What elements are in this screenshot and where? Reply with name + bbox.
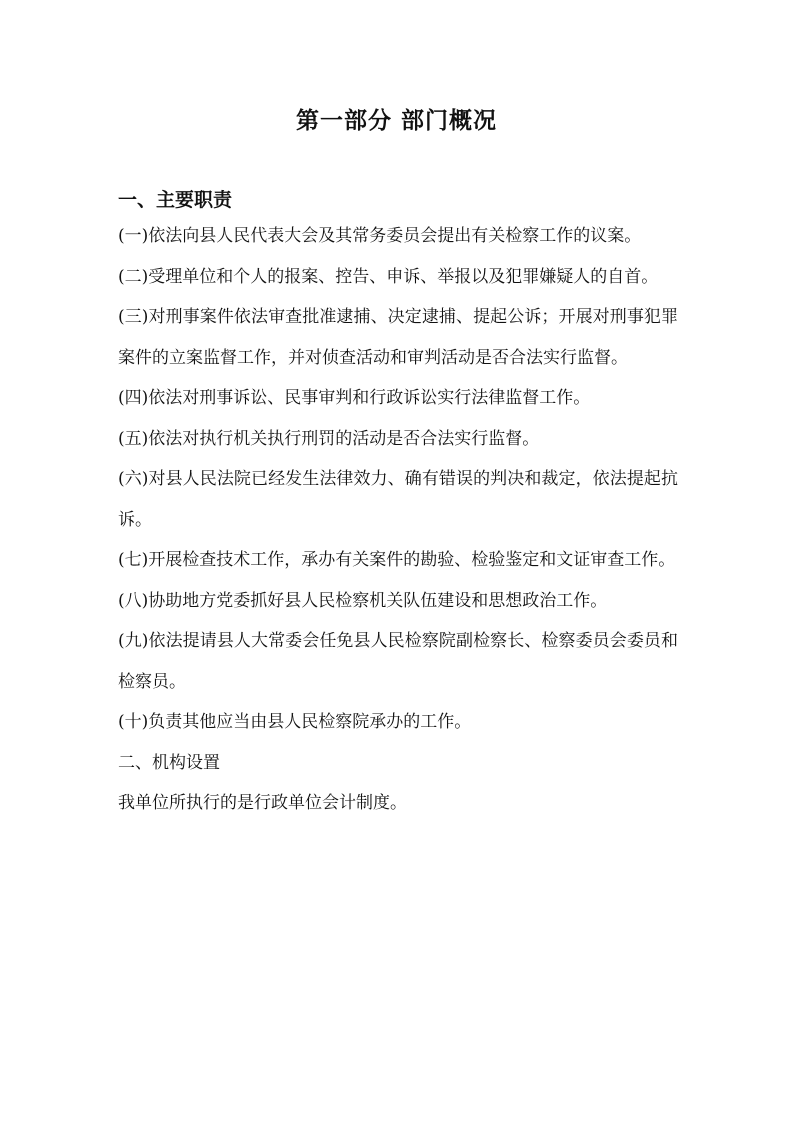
duty-item: (四)依法对刑事诉讼、民事审判和行政诉讼实行法律监督工作。 <box>118 388 591 408</box>
duty-item: (七)开展检查技术工作，承办有关案件的勘验、检验鉴定和文证审查工作。 <box>118 550 676 570</box>
section-heading-organization: 二、机构设置 <box>118 752 220 773</box>
duty-item: (三)对刑事案件依法审查批准逮捕、决定逮捕、提起公诉；开展对刑事犯罪案件的立案监督工作，并对侦查活动和审判活动是否合法实行监督。 <box>118 307 678 368</box>
duty-item: (二)受理单位和个人的报案、控告、申诉、举报以及犯罪嫌疑人的自首。 <box>118 266 659 287</box>
duty-item: (一)依法向县人民代表大会及其常务委员会提出有关检察工作的议案。 <box>118 226 642 246</box>
duty-item: (六)对县人民法院已经发生法律效力、确有错误的判决和裁定，依法提起抗诉。 <box>118 469 678 530</box>
section-heading-main-duties: 一、主要职责 <box>118 189 233 211</box>
page-title: 第一部分 部门概况 <box>295 107 497 134</box>
duty-item: (十)负责其他应当由县人民检察院承办的工作。 <box>118 712 472 732</box>
document-body <box>118 184 678 824</box>
duty-item: (五)依法对执行机关执行刑罚的活动是否合法实行监督。 <box>118 428 540 449</box>
duty-item: (九)依法提请县人大常委会任免县人民检察院副检察长、检察委员会委员和检察员。 <box>118 631 678 692</box>
organization-text: 我单位所执行的是行政单位会计制度。 <box>118 793 407 813</box>
duty-item: (八)协助地方党委抓好县人民检察机关队伍建设和思想政治工作。 <box>118 590 608 611</box>
